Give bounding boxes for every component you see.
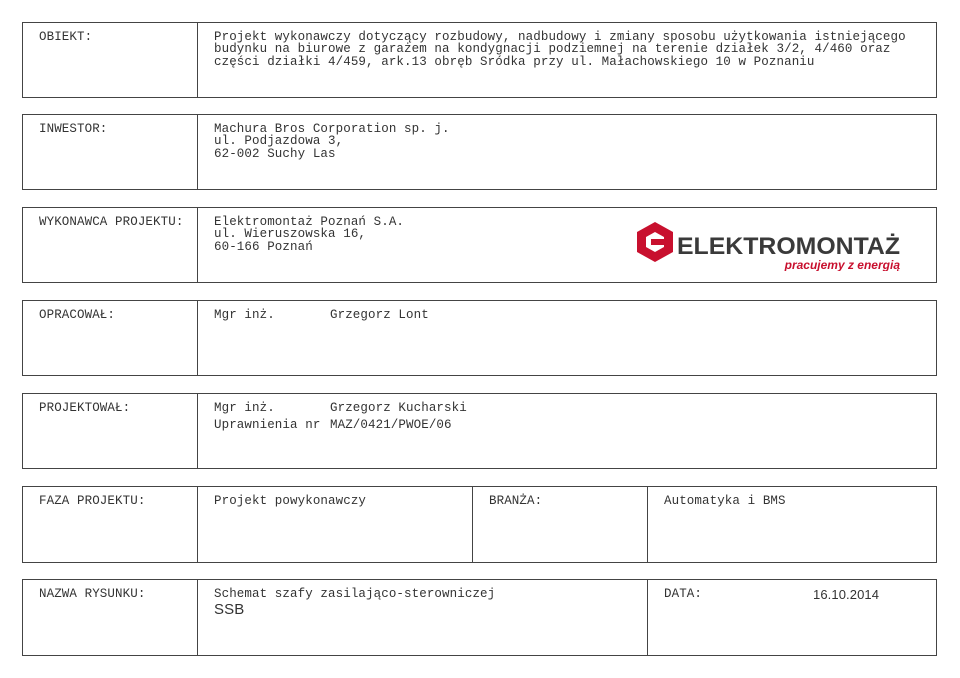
obiekt-line-3: części działki 4/459, ark.13 obręb Sródka przy ul. Małachowskiego 10 w Poznaniu bbox=[214, 55, 815, 69]
inwestor-line-3: 62-002 Suchy Las bbox=[214, 147, 336, 161]
projektowal-label: PROJEKTOWAŁ: bbox=[39, 401, 131, 415]
rysunek-value-line-2: SSB bbox=[214, 601, 245, 618]
faza-value: Projekt powykonawczy bbox=[214, 494, 367, 508]
section-projektowal bbox=[22, 393, 937, 469]
inwestor-line-1: Machura Bros Corporation sp. j. bbox=[214, 122, 450, 136]
section-rysunek bbox=[22, 579, 937, 656]
projektowal-name: Grzegorz Kucharski bbox=[330, 401, 467, 415]
license-number: MAZ/0421/PWOE/06 bbox=[330, 418, 452, 432]
rysunek-value-line-1: Schemat szafy zasilająco-sterowniczej bbox=[214, 587, 496, 601]
opracowal-name: Grzegorz Lont bbox=[330, 308, 429, 322]
divider bbox=[197, 115, 198, 189]
divider bbox=[197, 394, 198, 468]
license-label: Uprawnienia nr bbox=[214, 418, 321, 432]
obiekt-line-1: Projekt wykonawczy dotyczący rozbudowy, nadbudowy i zmiany sposobu użytkowania istniejącego bbox=[214, 30, 906, 44]
opracowal-label: OPRACOWAŁ: bbox=[39, 308, 116, 322]
divider bbox=[197, 23, 198, 97]
elektromontaz-logo bbox=[634, 219, 904, 271]
obiekt-label: OBIEKT: bbox=[39, 30, 93, 44]
divider bbox=[647, 487, 648, 562]
data-value: 16.10.2014 bbox=[813, 587, 880, 602]
section-inwestor bbox=[22, 114, 937, 190]
divider bbox=[197, 208, 198, 282]
wykonawca-line-2: ul. Wieruszowska 16, bbox=[214, 227, 367, 241]
wykonawca-line-1: Elektromontaż Poznań S.A. bbox=[214, 215, 405, 229]
divider bbox=[197, 487, 198, 562]
inwestor-label: INWESTOR: bbox=[39, 122, 108, 136]
logo-bar-icon bbox=[651, 239, 673, 245]
rysunek-label: NAZWA RYSUNKU: bbox=[39, 587, 146, 601]
projektowal-title: Mgr inż. bbox=[214, 401, 275, 415]
section-faza bbox=[22, 486, 937, 563]
section-opracowal bbox=[22, 300, 937, 376]
data-label: DATA: bbox=[664, 587, 703, 601]
inwestor-line-2: ul. Podjazdowa 3, bbox=[214, 134, 344, 148]
branza-value: Automatyka i BMS bbox=[664, 494, 786, 508]
obiekt-line-2: budynku na biurowe z garażem na kondygnacji podziemnej na terenie działek 3/2, 4/460 oraz bbox=[214, 42, 891, 56]
faza-label: FAZA PROJEKTU: bbox=[39, 494, 146, 508]
logo-tagline-text: pracujemy z energią bbox=[784, 258, 900, 271]
section-obiekt bbox=[22, 22, 937, 98]
wykonawca-label: WYKONAWCA PROJEKTU: bbox=[39, 215, 184, 229]
branza-label: BRANŻA: bbox=[489, 494, 543, 508]
opracowal-title: Mgr inż. bbox=[214, 308, 275, 322]
wykonawca-line-3: 60-166 Poznań bbox=[214, 240, 313, 254]
divider bbox=[647, 580, 648, 655]
divider bbox=[197, 580, 198, 655]
section-wykonawca bbox=[22, 207, 937, 283]
divider bbox=[197, 301, 198, 375]
divider bbox=[472, 487, 473, 562]
logo-brand-text: ELEKTROMONTAŻ bbox=[677, 233, 901, 260]
